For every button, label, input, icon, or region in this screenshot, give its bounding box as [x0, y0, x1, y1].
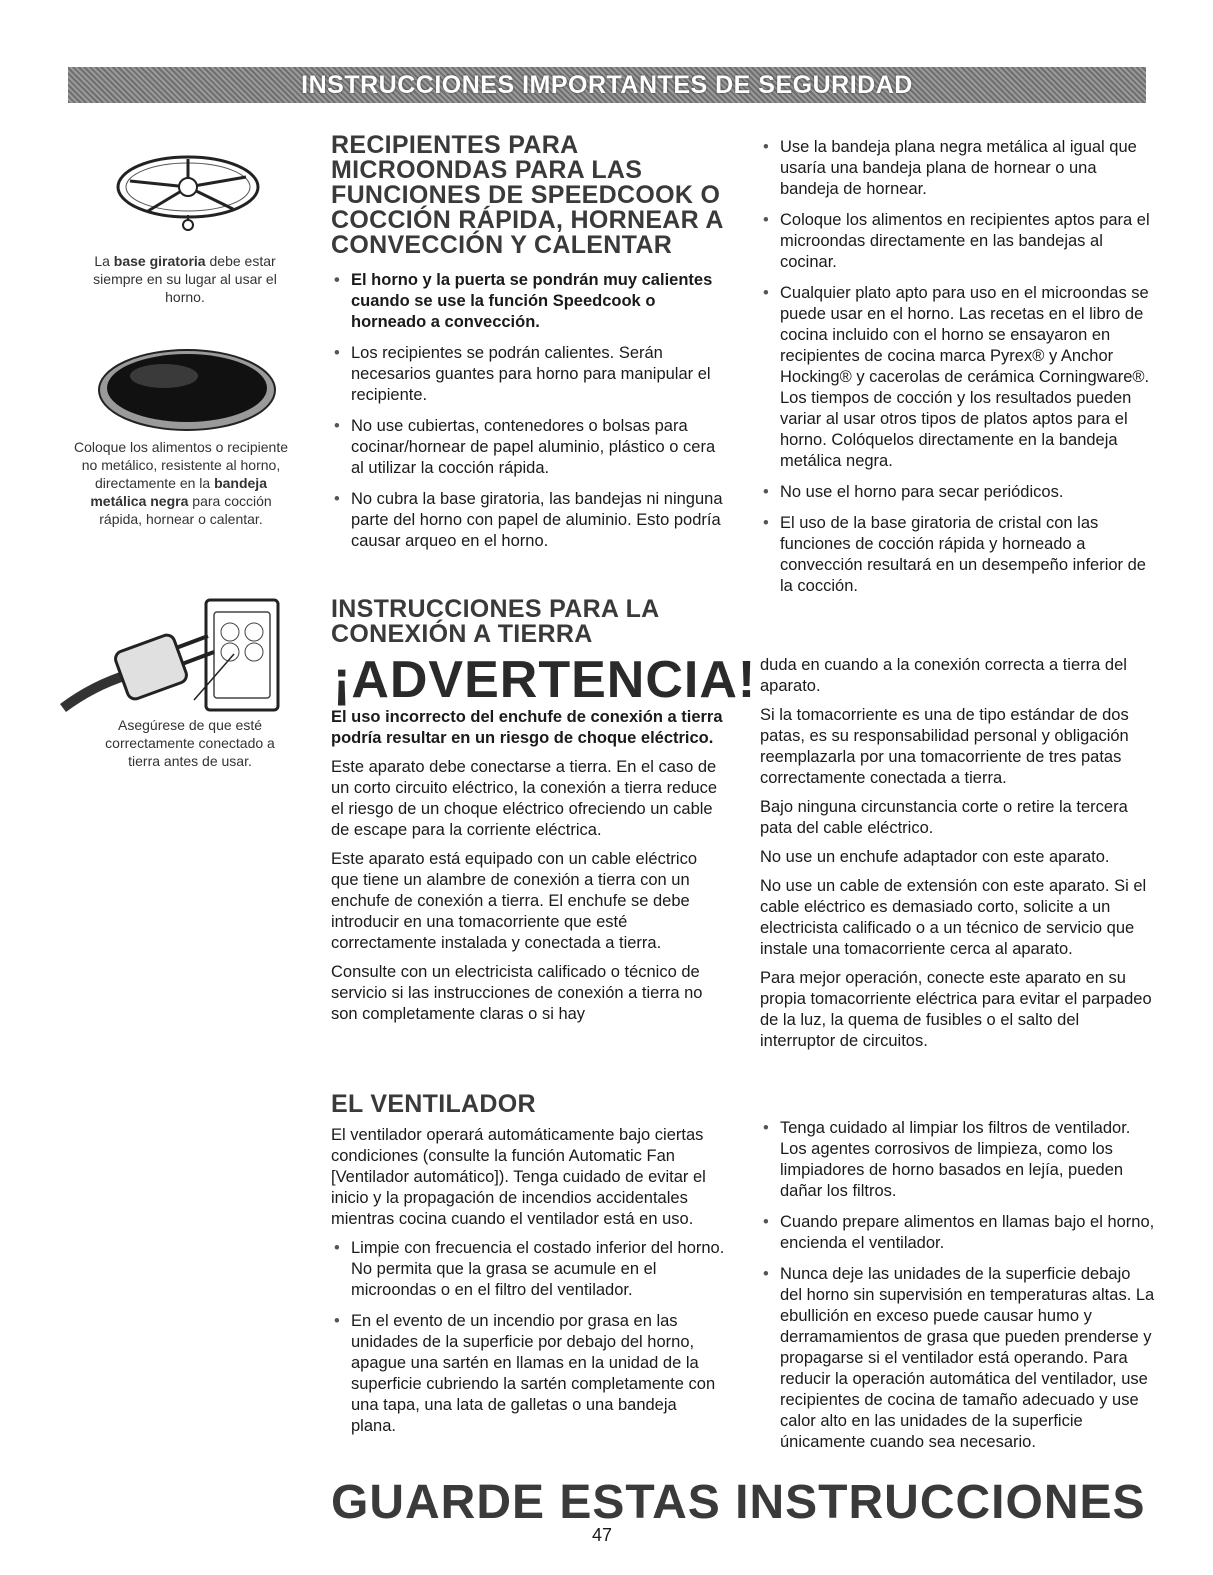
- grounding-section: [331, 595, 757, 1033]
- grounding-heading: INSTRUCCIONES PARA LA CONEXIÓN A TIERRA: [331, 595, 659, 648]
- page-title: INSTRUCCIONES IMPORTANTES DE SEGURIDAD: [301, 70, 913, 99]
- plug-caption: Asegúrese de que esté correctamente conectado a tierra antes de usar.: [105, 717, 275, 769]
- grounding-section-continued: [760, 655, 1155, 1060]
- list-item: • Cualquier plato apto para uso en el microondas se puede usar en el horno. Las recetas en el libro de cocina incluido con el horno se ensayaron en recipientes de cocina marca Pyrex® y Anchor Hocking® y cacerolas de cerámica Corningware®. Los tiempos de cocción y los resultados pueden variar al usar otros tipos de platos aptos para el horno. Colóquelos directamente en la bandeja metálica negra.: [760, 283, 1155, 472]
- fan-section-continued: [760, 1118, 1155, 1463]
- list-item: • El horno y la puerta se pondrán muy calientes cuando se use la función Speedcook o horneado a convección.: [331, 270, 726, 333]
- paragraph: Si la tomacorriente es una de tipo estándar de dos patas, es su responsabilidad personal y obligación reemplazarla por una tomacorriente de tres patas correctamente conectada a tierra.: [760, 706, 1129, 787]
- warning-title: ¡ADVERTENCIA!: [333, 651, 757, 709]
- turntable-caption: La base giratoria debe estar siempre en su lugar al usar el horno.: [93, 253, 277, 305]
- paragraph: Este aparato está equipado con un cable eléctrico que tiene un alambre de conexión a tierra con un enchufe de conexión a tierra. El enchufe se debe introducir en una tomacorriente que esté correctamente instalada y conectada a tierra.: [331, 850, 697, 952]
- paragraph: duda en cuando a la conexión correcta a tierra del aparato.: [760, 656, 1127, 695]
- list-item: • No use cubiertas, contenedores o bolsas para cocinar/hornear de papel aluminio, plástico o cera al utilizar la cocción rápida.: [331, 416, 726, 479]
- list-item: • En el evento de un incendio por grasa en las unidades de la superficie por debajo del horno, apague una sartén en llamas en la unidad de la superficie cubriendo la sartén completamente con una tapa, una lata de galletas o una bandeja plana.: [331, 1311, 726, 1437]
- paragraph: Consulte con un electricista calificado o técnico de servicio si las instrucciones de conexión a tierra no son completamente claras o si hay: [331, 963, 703, 1023]
- list-item: • Coloque los alimentos en recipientes aptos para el microondas directamente en las bandejas al cocinar.: [760, 210, 1155, 273]
- warning-text: El uso incorrecto del enchufe de conexión a tierra podría resultar en un riesgo de choque eléctrico.: [331, 708, 723, 747]
- list-item: • Use la bandeja plana negra metálica al igual que usaría una bandeja plana de hornear o una bandeja de hornear.: [760, 137, 1155, 200]
- paragraph: No use un cable de extensión con este aparato. Si el cable eléctrico es demasiado corto, solicite a un electricista calificado o a un técnico de servicio que instale una tomacorriente cerca al aparato.: [760, 877, 1147, 958]
- fan-heading: EL VENTILADOR: [331, 1090, 536, 1118]
- page-number: 47: [592, 1525, 613, 1545]
- tray-caption: Coloque los alimentos o recipiente no metálico, resistente al horno, directamente en la bandeja metálica negra para cocción rápida, hornear o calentar.: [73, 439, 288, 527]
- header-banner: [68, 67, 1146, 103]
- metal-tray-illustration: [92, 338, 282, 438]
- paragraph: No use un enchufe adaptador con este aparato.: [760, 848, 1110, 866]
- turntable-illustration: [108, 145, 268, 245]
- list-item: • Nunca deje las unidades de la superficie debajo del horno sin supervisión en temperaturas altas. La ebullición en exceso puede causar humo y derramamientos de grasa que pueden prenderse y propagarse si el ventilador está operando. Para reducir la operación automática del ventilador, use recipientes de cocina de tamaño adecuado y use calor alto en las unidades de la superficie únicamente cuando sea necesario.: [760, 1264, 1155, 1453]
- list-item: • Limpie con frecuencia el costado inferior del horno. No permita que la grasa se acumule en el microondas o en el filtro del ventilador.: [331, 1238, 726, 1301]
- list-item: • Tenga cuidado al limpiar los filtros de ventilador. Los agentes corrosivos de limpieza, como los limpiadores de horno basados en lejía, pueden dañar los filtros.: [760, 1118, 1155, 1202]
- paragraph: Este aparato debe conectarse a tierra. En el caso de un corto circuito eléctrico, la conexión a tierra reduce el riesgo de un choque eléctrico ofreciendo un cable de escape para la corriente eléctrica.: [331, 758, 718, 839]
- list-item: • El uso de la base giratoria de cristal con las funciones de cocción rápida y horneado a convección resultará en un desempeño inferior de la cocción.: [760, 513, 1155, 597]
- fan-section: [331, 1092, 726, 1447]
- list-item: • No use el horno para secar periódicos.: [760, 482, 1155, 503]
- cookware-section-continued: [760, 137, 1155, 607]
- list-item: • No cubra la base giratoria, las bandejas ni ninguna parte del horno con papel de aluminio. Esto podría causar arqueo en el horno.: [331, 489, 726, 552]
- footer-title: GUARDE ESTAS INSTRUCCIONES: [331, 1476, 1146, 1529]
- list-item: • Cuando prepare alimentos en llamas bajo el horno, encienda el ventilador.: [760, 1212, 1155, 1254]
- cookware-heading: RECIPIENTES PARA MICROONDAS PARA LAS FUNCIONES DE SPEEDCOOK O COCCIÓN RÁPIDA, HORNEAR A CONVECCIÓN Y CALENTAR: [331, 131, 723, 259]
- paragraph: Para mejor operación, conecte este aparato en su propia tomacorriente eléctrica para evitar el parpadeo de la luz, la quema de fusibles o el salto del interruptor de circuitos.: [760, 969, 1152, 1050]
- grounded-plug-illustration: [58, 590, 288, 720]
- paragraph: El ventilador operará automáticamente bajo ciertas condiciones (consulte la función Automatic Fan [Ventilador automático]). Tenga cuidado de evitar el inicio y la propagación de incendios accidentales mientras cocina cuando el ventilador está en uso.: [331, 1126, 706, 1228]
- cookware-section: [331, 133, 726, 562]
- paragraph: Bajo ninguna circunstancia corte o retire la tercera pata del cable eléctrico.: [760, 798, 1128, 837]
- list-item: • Los recipientes se podrán calientes. Serán necesarios guantes para horno para manipular el recipiente.: [331, 343, 726, 406]
